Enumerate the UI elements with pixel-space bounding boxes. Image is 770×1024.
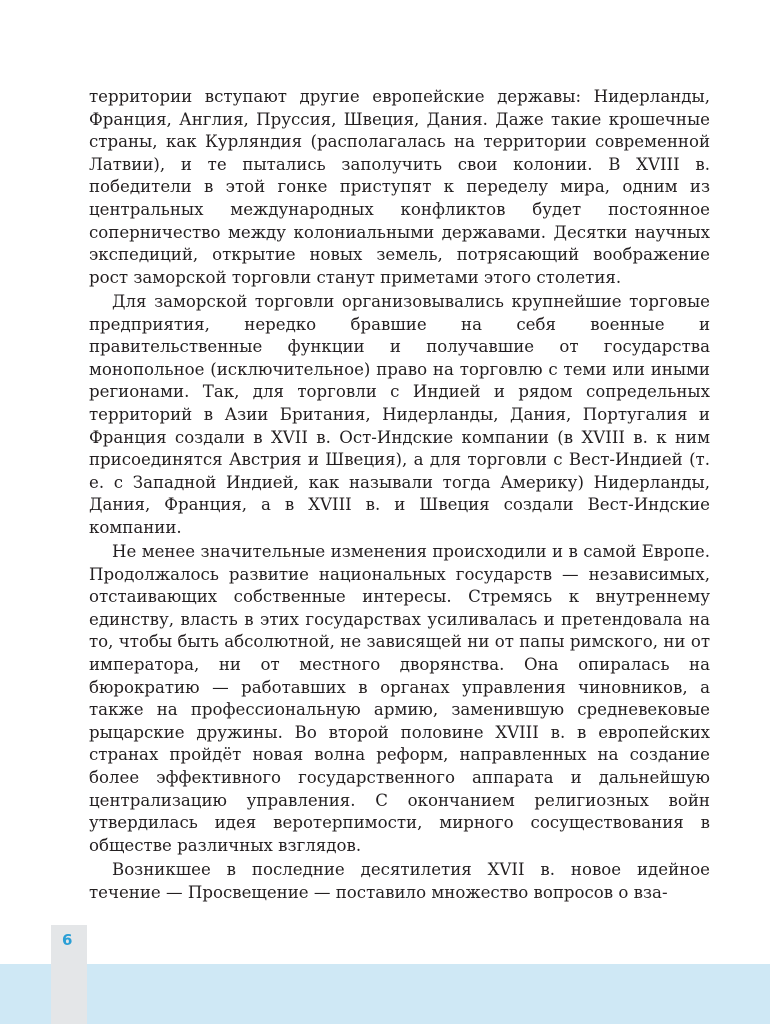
paragraph-3: Не менее значительные изменения происходили и в самой Европе. Продолжалось развитие национальных государств — независимых, отстаивающих собственные интересы. Стремясь к внутреннему единству, власть в этих государствах усиливалась и претендовала на то, чтобы быть абсолютной, не зависящей ни от папы римского, ни от императора, ни от местного дворянства. Она опиралась на бюрократию — работавших в органах управления чиновников, а также на профессиональную армию, заменившую средневековые рыцарские дружины. Во второй половине XVIII в. в европейских странах пройдёт новая волна реформ, направленных на создание более эффективного государственного аппарата и дальнейшую централизацию управления. С окончанием религиозных войн утвердилась идея веротерпимости, мирного сосуществования в обществе различных взглядов.	[89, 542, 710, 855]
paragraph-1: территории вступают другие европейские державы: Нидерланды, Франция, Англия, Пруссия, Швеция, Дания. Даже такие крошечные страны, как Курляндия (располагалась на территории современной Латвии), и те пытались заполучить свои колонии. В XVIII в. победители в этой гонке приступят к переделу мира, одним из центральных международных конфликтов будет постоянное соперничество между колониальными державами. Десятки научных экспедиций, открытие новых земель, потрясающий воображение рост заморской торговли станут приметами этого столетия.	[89, 87, 710, 287]
paragraph-4: Возникшее в последние десятилетия XVII в. новое идейное течение — Просвещение — поставило множество вопросов о вза-	[89, 859, 710, 902]
footer-band	[0, 964, 770, 1024]
page-number: 6	[62, 931, 73, 949]
paragraph-2: Для заморской торговли организовывались крупнейшие торговые предприятия, нередко бравшие на себя военные и правительственные функции и получавшие от государства монопольное (исключительное) право на торговлю с теми или иными регионами. Так, для торговли с Индией и рядом сопредельных территорий в Азии Британия, Нидерланды, Дания, Португалия и Франция создали в XVII в. Ост-Индские компании (в XVIII в. к ним присоединятся Австрия и Швеция), а для торговли с Вест-Индией (т. е. с Западной Индией, как называли тогда Америку) Нидерланды, Дания, Франция, а в XVIII в. и Швеция создали Вест-Индские компании.	[89, 291, 710, 537]
body-text	[89, 86, 710, 906]
